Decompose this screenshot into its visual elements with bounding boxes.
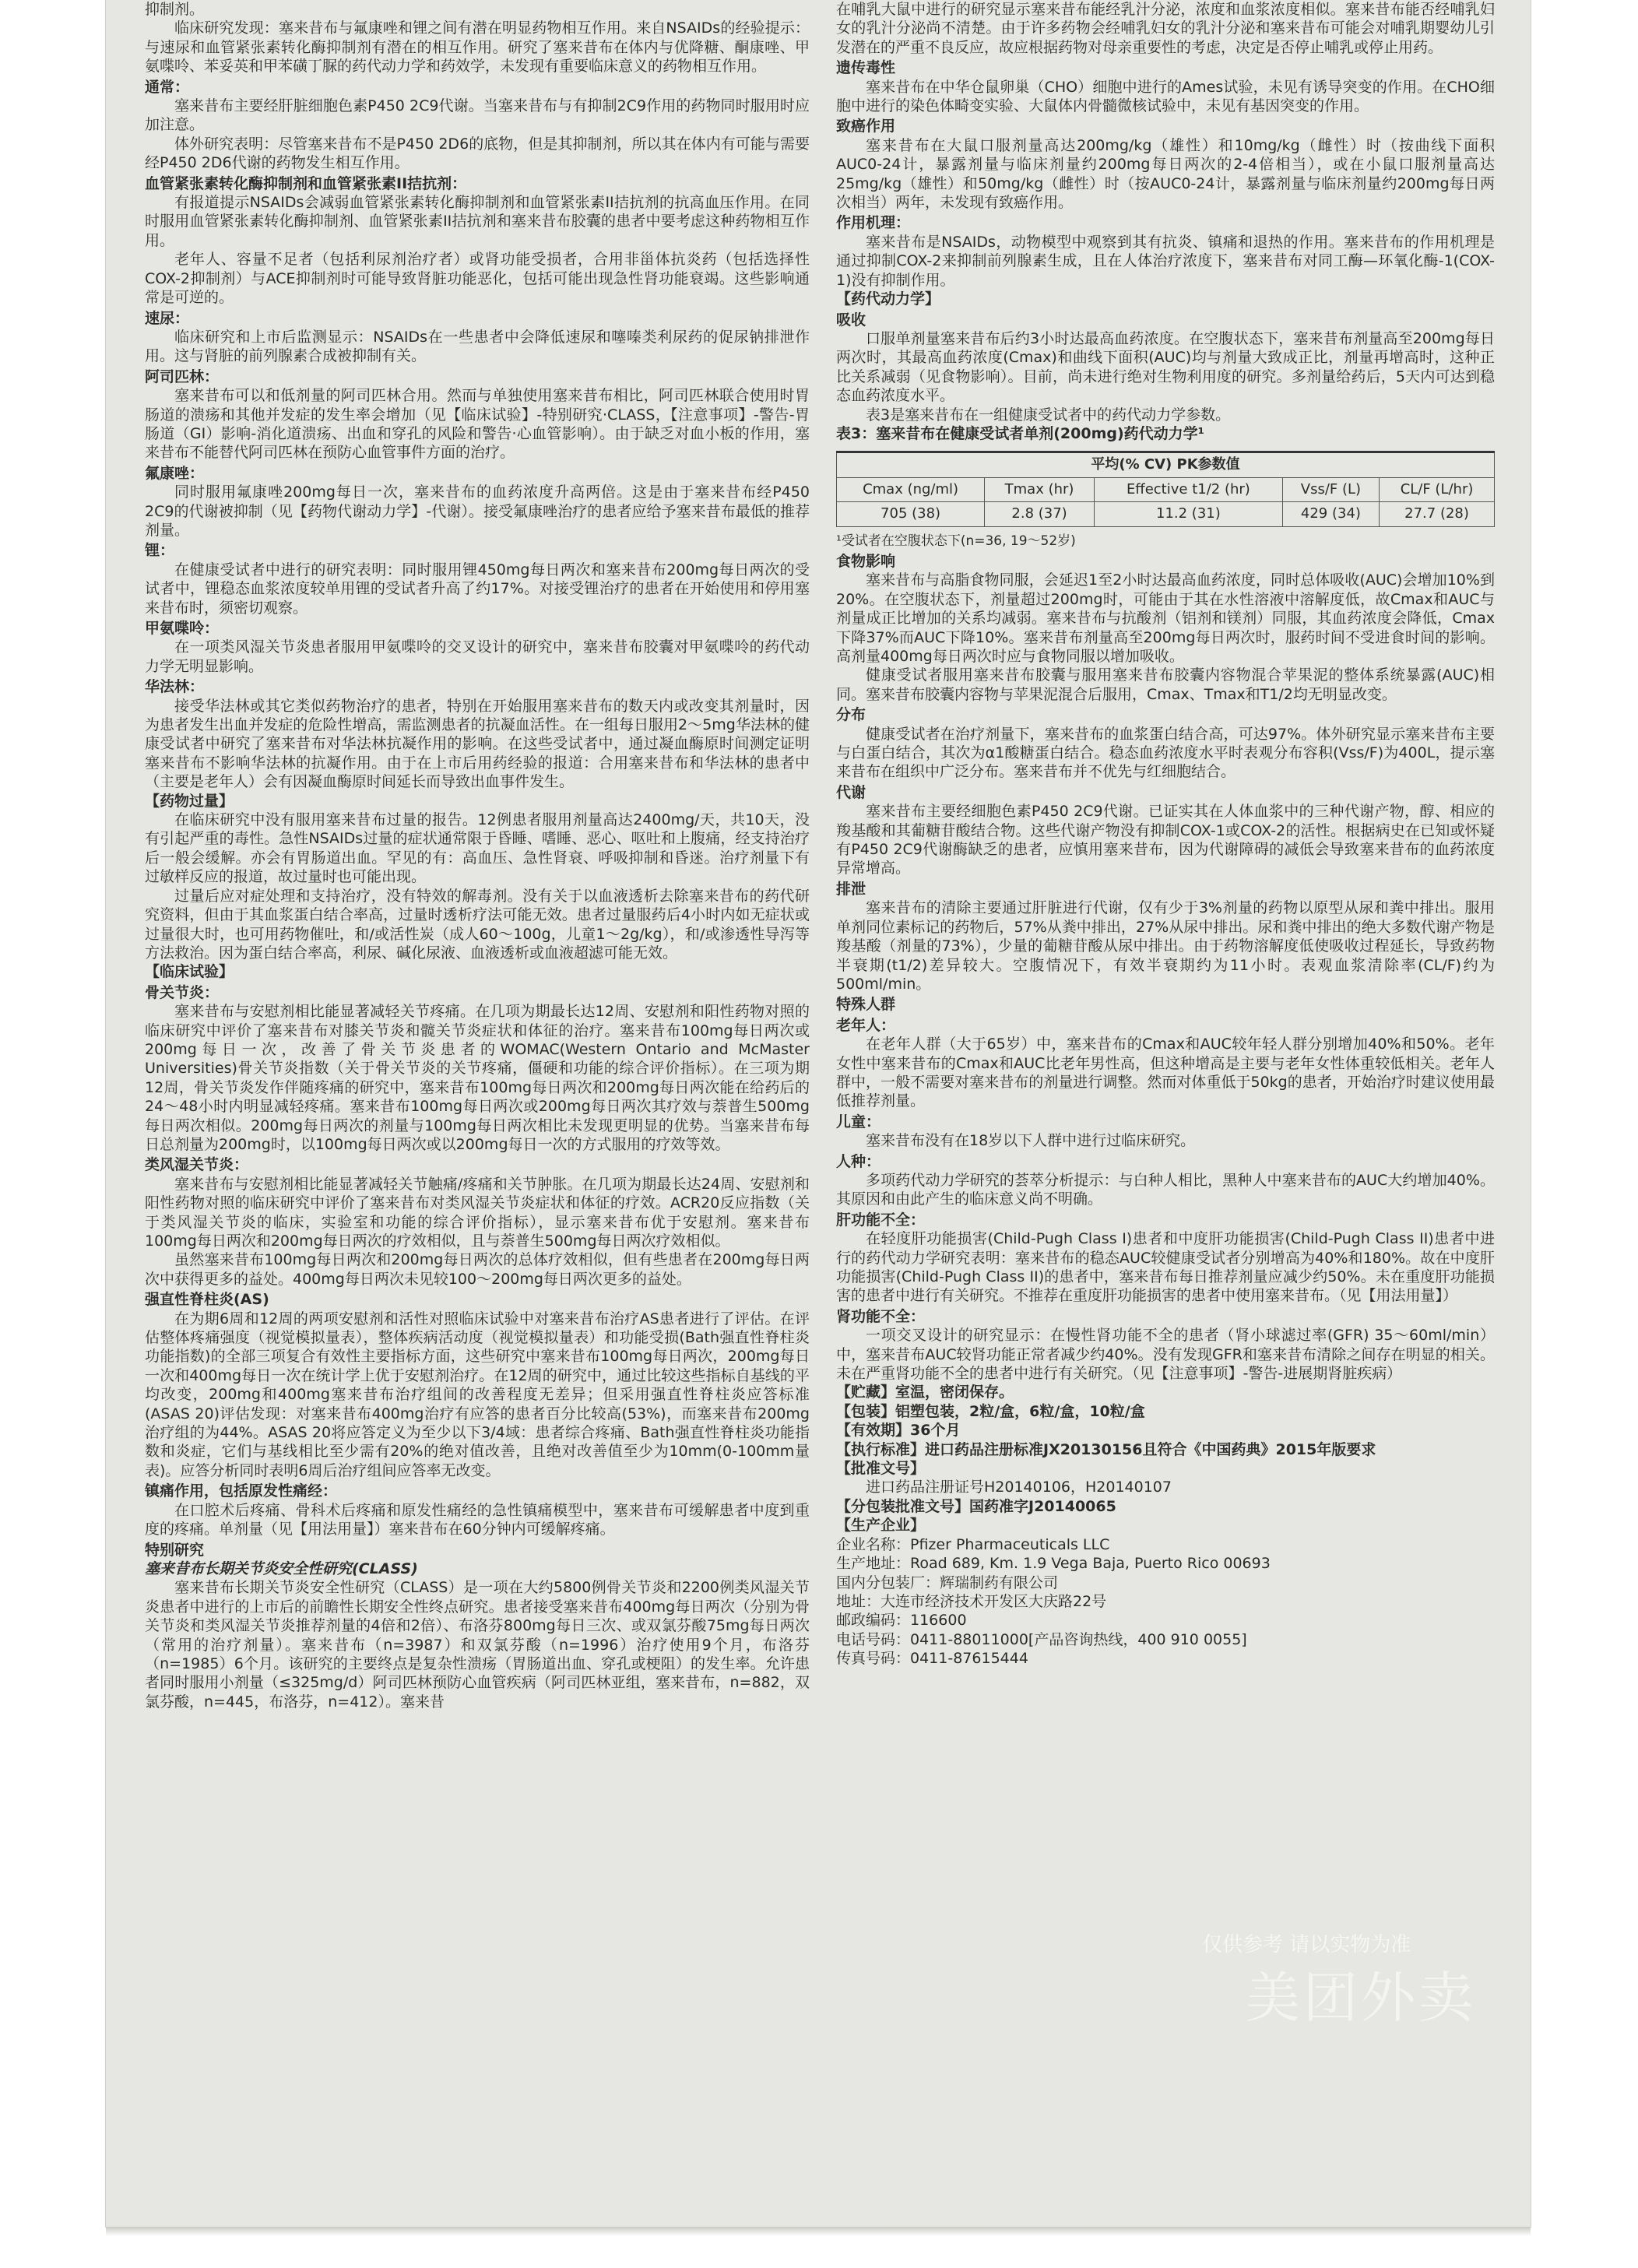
- text-paragraph: 过量后应对症处理和支持治疗，没有特效的解毒剂。没有关于以血液透析去除塞来昔布的药代研究资料，但由于其血浆蛋白结合率高，过量时透析疗法可能无效。患者过量服药后4小时内如无症状或过量很大时，也可用药物催吐，和/或活性炭（成人60～100g，儿童1～2g/kg），和/或渗透性导泻等方法救治。因为蛋白结合率高，利尿、碱化尿液、血液透析或血液超滤可能无效。: [145, 887, 810, 962]
- section-heading: 类风湿关节炎：: [145, 1156, 249, 1174]
- table-cell: 2.8 (37): [985, 502, 1095, 526]
- text-paragraph: 塞来昔布的清除主要通过肝脏进行代谢，仅有少于3%剂量的药物以原型从尿和粪中排出。服用单剂同位素标记的药物后，57%从粪中排出，27%从尿中排出。尿和粪中排出的绝大多数代谢产物是羧基酸（剂量的73%），少量的葡糖苷酸从尿中排出。由于药物溶解度低使吸收过程延长，导致药物半衰期(t1/2)差异较大。空腹情况下，有效半衰期约为11小时。表观血浆清除率(CL/F)约为500ml/min。: [836, 899, 1495, 993]
- section-heading: 速尿：: [145, 309, 190, 327]
- section-heading: 特殊人群: [836, 996, 896, 1014]
- text-paragraph: 塞来昔布在中华仓鼠卵巢（CHO）细胞中进行的Ames试验，未见有诱导突变的作用。在CHO细胞中进行的染色体畸变实验、大鼠体内骨髓微核试验中，未见有基因突变的作用。: [836, 78, 1495, 115]
- right-column-upper-text: [836, 0, 1495, 424]
- text-paragraph: 塞来昔布在大鼠口服剂量高达200mg/kg（雄性）和10mg/kg（雌性）时（按曲线下面积AUC0-24计，暴露剂量与临床剂量约200mg每日两次的2-4倍相当），或在小鼠口服剂量高达25mg/kg（雄性）和50mg/kg（雌性）时（按AUC0-24计，暴露剂量与临床剂量约200mg每日两次相当）两年，未发现有致癌作用。: [836, 136, 1495, 212]
- section-heading: 老年人：: [836, 1016, 896, 1034]
- section-heading: 【有效期】36个月: [836, 1422, 961, 1440]
- section-heading: 甲氨喋呤：: [145, 620, 220, 637]
- section-heading: 【贮藏】室温，密闭保存。: [836, 1384, 1014, 1401]
- text-paragraph: 抑制剂。: [145, 1, 205, 18]
- text-paragraph: 体外研究表明：尽管塞来昔布不是P450 2D6的底物，但是其抑制剂，所以其在体内有可能与需要经P450 2D6代谢的药物发生相互作用。: [145, 135, 810, 172]
- pk-col-tmax: Tmax (hr): [985, 477, 1095, 501]
- text-paragraph: 地址：大连市经济技术开发区大庆路22号: [836, 1592, 1107, 1610]
- section-heading: 【包装】铝塑包装，2粒/盒，6粒/盒，10粒/盒: [836, 1402, 1145, 1420]
- text-paragraph: 邮政编码：116600: [836, 1612, 967, 1630]
- section-heading: 食物影响: [836, 552, 896, 570]
- text-paragraph: 塞来昔布没有在18岁以下人群中进行过临床研究。: [866, 1132, 1196, 1150]
- pk-table-footnote: ¹受试者在空腹状态下(n=36, 19～52岁): [836, 533, 1076, 549]
- text-paragraph: 同时服用氟康唑200mg每日一次，塞来昔布的血药浓度升高两倍。这是由于塞来昔布经P450 2C9的代谢被抑制（见【药物代谢动力学】-代谢）。接受氟康唑治疗的患者应给予塞来昔布最低的推荐剂量。: [145, 483, 810, 539]
- text-paragraph: 塞来昔布主要经细胞色素P450 2C9代谢。已证实其在人体血浆中的三种代谢产物，醇、相应的羧基酸和其葡糖苷酸结合物。这些代谢产物没有抑制COX-1或COX-2的活性。根据病史在已知或怀疑有P450 2C9代谢酶缺乏的患者，应慎用塞来昔布，因为代谢障碍的减低会导致塞来昔布的血药浓度异常增高。: [836, 803, 1495, 877]
- section-heading: 【生产企业】: [836, 1517, 926, 1535]
- text-paragraph: 生产地址：Road 689, Km. 1.9 Vega Baja, Puerto Rico 00693: [836, 1555, 1271, 1573]
- section-heading: 【药代动力学】: [836, 290, 940, 308]
- text-paragraph: 国内分包装厂：辉瑞制药有限公司: [836, 1574, 1059, 1591]
- text-paragraph: 多项药代动力学研究的荟萃分析提示：与白种人相比，黑种人中塞来昔布的AUC大约增加40%。其原因和由此产生的临床意义尚不明确。: [836, 1171, 1495, 1208]
- text-paragraph: 在老年人群（大于65岁）中，塞来昔布的Cmax和AUC较年轻人群分别增加40%和50%。老年女性中塞来昔布的Cmax和AUC比老年男性高，但这种增高是主要与老年女性体重较低相关。老年人群中，一般不需要对塞来昔布的剂量进行调整。然而对体重低于50kg的患者，开始治疗时建议使用最低推荐剂量。: [836, 1036, 1495, 1110]
- text-paragraph: 塞来昔布与安慰剂相比能显著减轻关节疼痛。在几项为期最长达12周、安慰剂和阳性药物对照的临床研究中评价了塞来昔布对膝关节炎和髋关节炎症状和体征的治疗。塞来昔布100mg每日两次或200mg每日一次，改善了骨关节炎患者的WOMAC(Western Ontario and McMaster Universities)骨关节炎指数（关于骨关节炎的关节疼痛，僵硬和功能的综合评价指标）。在三项为期12周，骨关节炎发作伴随疼痛的研究中，塞来昔布100mg每日两次和200mg每日两次能在给药后的24～48小时内明显减轻疼痛。塞来昔布100mg每日两次或200mg每日两次其疗效与萘普生500mg每日两次相似。200mg每日两次的剂量与100mg每日两次相比未发现更明显的优势。当塞来昔布每日总剂量为200mg时，以100mg每日两次或以200mg每日一次的方式服用的疗效等效。: [145, 1003, 810, 1153]
- sheet-shadow: [106, 2227, 1531, 2236]
- section-heading: 锂：: [145, 542, 175, 560]
- watermark-logo: 美团外卖: [1246, 1966, 1476, 2030]
- pk-table-caption: 表3：塞来昔布在健康受试者单剂(200mg)药代动力学¹: [836, 424, 1204, 442]
- section-heading: 氟康唑：: [145, 464, 205, 482]
- text-paragraph: 进口药品注册证号H20140106，H20140107: [866, 1479, 1172, 1496]
- section-heading: 华法林：: [145, 678, 205, 696]
- section-heading: 强直性脊柱炎(AS): [145, 1291, 269, 1309]
- right-column-lower-text: [836, 552, 1495, 1668]
- pk-col-half-life: Effective t1/2 (hr): [1094, 477, 1282, 501]
- text-paragraph: 塞来昔布是NSAIDs，动物模型中观察到其有抗炎、镇痛和退热的作用。塞来昔布的作用机理是通过抑制COX-2来抑制前列腺素生成，且在人体治疗浓度下，塞来昔布对同工酶—环氧化酶-1(COX-1)没有抑制作用。: [836, 233, 1495, 289]
- pk-col-cmax: Cmax (ng/ml): [837, 477, 985, 501]
- text-paragraph: 健康受试者在治疗剂量下，塞来昔布的血浆蛋白结合高，可达97%。体外研究显示塞来昔布主要与白蛋白结合，其次为α1酸糖蛋白结合。稳态血药浓度水平时表观分布容积(Vss/F)为400L，提示塞来昔布在组织中广泛分布。塞来昔布并不优先与红细胞结合。: [836, 725, 1495, 781]
- pk-table-group-header: 平均(% CV) PK参数值: [837, 452, 1495, 477]
- section-heading: 肾功能不全：: [836, 1307, 926, 1325]
- section-heading: 【临床试验】: [145, 963, 234, 981]
- text-paragraph: 虽然塞来昔布100mg每日两次和200mg每日两次的总体疗效相似，但有些患者在200mg每日两次中获得更多的益处。400mg每日两次未见较100～200mg每日两次更多的益处。: [145, 1251, 810, 1288]
- text-paragraph: 在轻度肝功能损害(Child-Pugh Class I)患者和中度肝功能损害(Child-Pugh Class II)患者中进行的药代动力学研究表明：塞来昔布的稳态AUC较健康受试者分别增高为40%和180%。故在中度肝功能损害(Child-Pugh Class II)的患者中，塞来昔布每日推荐剂量应减少约50%。未在重度肝功能损害的患者中进行有关研究。不推荐在重度肝功能损害的患者中使用塞来昔布。（见【用法用量】）: [836, 1230, 1495, 1305]
- text-paragraph: 临床研究发现：塞来昔布与氟康唑和锂之间有潜在明显药物相互作用。来自NSAIDs的经验提示：与速尿和血管紧张素转化酶抑制剂有潜在的相互作用。研究了塞来昔布在体内与优降糖、酮康唑、甲氨喋呤、苯妥英和甲苯磺丁脲的药代动力学和药效学，未发现有重要临床意义的药物相互作用。: [145, 19, 810, 76]
- text-paragraph: 健康受试者服用塞来昔布胶囊与服用塞来昔布胶囊内容物混合苹果泥的整体系统暴露(AUC)相同。塞来昔布胶囊内容物与苹果泥混合后服用，Cmax、Tmax和T1/2均无明显改变。: [836, 666, 1495, 703]
- pk-col-vss: Vss/F (L): [1282, 477, 1379, 501]
- table-cell: 11.2 (31): [1094, 502, 1282, 526]
- section-heading: 排泄: [836, 880, 866, 898]
- text-paragraph: 塞来昔布可以和低剂量的阿司匹林合用。然而与单独使用塞来昔布相比，阿司匹林联合使用时胃肠道的溃疡和其他并发症的发生率会增加（见【临床试验】-特别研究·CLASS，【注意事项】-警告-胃肠道（GI）影响-消化道溃疡、出血和穿孔的风险和警告·心血管影响）。由于缺乏对血小板的作用，塞来昔布不能替代阿司匹林在预防心血管事件方面的治疗。: [145, 387, 810, 462]
- table-cell: 705 (38): [837, 502, 985, 526]
- left-column: [145, 0, 810, 1711]
- section-heading: 遗传毒性: [836, 59, 896, 77]
- section-heading: 儿童：: [836, 1113, 881, 1130]
- text-paragraph: 传真号码：0411-87615444: [836, 1650, 1028, 1668]
- section-heading: 骨关节炎：: [145, 983, 220, 1001]
- section-heading: 作用机理：: [836, 214, 911, 232]
- section-heading: 【药物过量】: [145, 792, 234, 810]
- text-paragraph: 在一项类风湿关节炎患者服用甲氨喋呤的交叉设计的研究中，塞来昔布胶囊对甲氨喋呤的药代动力学无明显影响。: [145, 638, 810, 675]
- text-paragraph: 表3是塞来昔布在一组健康受试者中的药代动力学参数。: [866, 406, 1231, 424]
- text-paragraph: 塞来昔布与安慰剂相比能显著减轻关节触痛/疼痛和关节肿胀。在几项为期最长达24周、安慰剂和阳性药物对照的临床研究中评价了塞来昔布对类风湿关节炎症状和体征的疗效。ACR20反应指数（关于类风湿关节炎的临床，实验室和功能的综合评价指标），显示塞来昔布优于安慰剂。塞来昔布100mg每日两次和200mg每日两次的疗效相似，且与萘普生500mg每日两次疗效相似。: [145, 1175, 810, 1250]
- section-heading: 【执行标准】进口药品注册标准JX20130156且符合《中国药典》2015年版要求: [836, 1440, 1376, 1458]
- text-paragraph: 一项交叉设计的研究显示：在慢性肾功能不全的患者（肾小球滤过率(GFR) 35～60ml/min）中，塞来昔布AUC较肾功能正常者减少约40%。没有发现GFR和塞来昔布清除之间存在明显的相关。未在严重肾功能不全的患者中进行有关研究。（见【注意事项】-警告-进展期肾脏疾病）: [836, 1327, 1495, 1383]
- table-cell: 429 (34): [1282, 502, 1379, 526]
- text-paragraph: 临床研究和上市后监测显示：NSAIDs在一些患者中会降低速尿和噻嗪类利尿药的促尿钠排泄作用。这与肾脏的前列腺素合成被抑制有关。: [145, 328, 810, 365]
- section-heading: 血管紧张素转化酶抑制剂和血管紧张素II拮抗剂：: [145, 174, 467, 192]
- section-heading: 塞来昔布长期关节炎安全性研究(CLASS): [145, 1559, 418, 1577]
- section-heading: 阿司匹林：: [145, 367, 220, 385]
- table-cell: 27.7 (28): [1380, 502, 1495, 526]
- section-heading: 代谢: [836, 783, 866, 801]
- table-row: [837, 502, 1495, 526]
- text-paragraph: 在健康受试者中进行的研究表明：同时服用锂450mg每日两次和塞来昔布200mg每日两次的受试者中，锂稳态血浆浓度较单用锂的受试者升高了约17%。对接受锂治疗的患者在开始使用和停用塞来昔布时，须密切观察。: [145, 561, 810, 617]
- text-paragraph: 在哺乳大鼠中进行的研究显示塞来昔布能经乳汁分泌，浓度和血浆浓度相似。塞来昔布能否经哺乳妇女的乳汁分泌尚不清楚。由于许多药物会经哺乳妇女的乳汁分泌和塞来昔布可能会对哺乳期婴幼儿引发潜在的严重不良反应，故应根据药物对母亲重要性的考虑，决定是否停止哺乳或停止用药。: [836, 1, 1495, 56]
- section-heading: 人种：: [836, 1152, 881, 1170]
- text-paragraph: 在为期6周和12周的两项安慰剂和活性对照临床试验中对塞来昔布治疗AS患者进行了评估。在评估整体疼痛强度（视觉模拟量表），整体疾病活动度（视觉模拟量表）和功能受损(Bath强直性脊柱炎功能指数)的全部三项复合有效性主要指标方面，这些研究中塞来昔布100mg每日两次，200mg每日一次和400mg每日一次在统计学上优于安慰剂治疗。在12周的研究中，通过比较这些指标自基线的平均改变，200mg和400mg塞来昔布治疗组间的改善程度无差异；但采用强直性脊柱炎应答标准(ASAS 20)评估发现：对塞来昔布400mg治疗有应答的患者百分比较高(53%)，而塞来昔布200mg治疗组的为44%。ASAS 20将应答定义为至少以下3/4域：患者综合疼痛、Bath强直性脊柱炎功能指数和炎症，它们与基线相比至少需有20%的绝对值改善，且绝对改善值至少为10mm(0-100mm量表)。应答分析同时表明6周后治疗组间应答率无改变。: [145, 1310, 810, 1479]
- text-paragraph: 有报道提示NSAIDs会减弱血管紧张素转化酶抑制剂和血管紧张素II拮抗剂的抗高血压作用。在同时服用血管紧张素转化酶抑制剂、血管紧张素II拮抗剂和塞来昔布胶囊的患者中要考虑这种药物相互作用。: [145, 194, 810, 249]
- text-paragraph: 电话号码：0411-88011000[产品咨询热线，400 910 0055]: [836, 1630, 1247, 1648]
- section-heading: 致癌作用: [836, 118, 896, 135]
- section-heading: 通常：: [145, 78, 190, 96]
- section-heading: 特别研究: [145, 1541, 205, 1559]
- text-paragraph: 塞来昔布长期关节炎安全性研究（CLASS）是一项在大约5800例骨关节炎和2200例类风湿关节炎患者中进行的上市后的前瞻性长期安全性终点研究。患者接受塞来昔布400mg每日两次（分别为骨关节炎和类风湿关节炎推荐剂量的4倍和2倍）、布洛芬800mg每日三次、或双氯芬酸75mg每日两次（常用的治疗剂量）。塞来昔布（n=3987）和双氯芬酸（n=1996）治疗使用9个月，布洛芬（n=1985）6个月。该研究的主要终点是复杂性溃疡（胃肠道出血、穿孔或梗阻）的发生率。允许患者同时服用小剂量（≤325mg/d）阿司匹林预防心血管疾病（阿司匹林亚组，塞来昔布，n=882，双氯芬酸，n=445，布洛芬，n=412）。塞来昔: [145, 1579, 810, 1711]
- text-paragraph: 在临床研究中没有服用塞来昔布过量的报告。12例患者服用剂量高达2400mg/天，共10天，没有引起严重的毒性。急性NSAIDs过量的症状通常限于昏睡、嗜睡、恶心、呕吐和上腹痛，经支持治疗后一般会缓解。亦会有胃肠道出血。罕见的有：高血压、急性肾衰、呼吸抑制和昏迷。治疗剂量下有过敏样反应的报道，故过量时也可能出现。: [145, 811, 810, 886]
- pk-col-clearance: CL/F (L/hr): [1380, 477, 1495, 501]
- text-paragraph: 老年人、容量不足者（包括利尿剂治疗者）或肾功能受损者，合用非甾体抗炎药（包括选择性COX-2抑制剂）与ACE抑制剂时可能导致肾脏功能恶化，包括可能出现急性肾功能衰竭。这些影响通常是可逆的。: [145, 251, 810, 307]
- text-paragraph: 塞来昔布与高脂食物同服，会延迟1至2小时达最高血药浓度，同时总体吸收(AUC)会增加10%到20%。在空腹状态下，剂量超过200mg时，可能由于其在水性溶液中溶解度低，故Cmax和AUC与剂量成正比增加的关系均减弱。塞来昔布与抗酸剂（铝剂和镁剂）同服，其血药浓度会降低，Cmax下降37%而AUC下降10%。塞来昔布剂量高至200mg每日两次时，服药时间不受进食时间的影响。高剂量400mg每日两次时应与食物同服以增加吸收。: [836, 571, 1495, 665]
- section-heading: 吸收: [836, 311, 866, 329]
- right-column: [836, 0, 1495, 1668]
- section-heading: 【批准文号】: [836, 1460, 926, 1478]
- section-heading: 镇痛作用，包括原发性痛经：: [145, 1482, 338, 1500]
- section-heading: 肝功能不全：: [836, 1211, 926, 1229]
- pk-parameter-table: [836, 451, 1495, 526]
- text-paragraph: 口服单剂量塞来昔布后约3小时达最高血药浓度。在空腹状态下，塞来昔布剂量高至200mg每日两次时，其最高血药浓度(Cmax)和曲线下面积(AUC)均与剂量大致成正比，剂量再增高时，这种正比关系减弱（见食物影响）。目前，尚未进行绝对生物利用度的研究。多剂量给药后，5天内可达到稳态血药浓度水平。: [836, 329, 1495, 405]
- text-paragraph: 塞来昔布主要经肝脏细胞色素P450 2C9代谢。当塞来昔布与有抑制2C9作用的药物同时服用时应加注意。: [145, 97, 810, 134]
- text-paragraph: 接受华法林或其它类似药物治疗的患者，特别在开始服用塞来昔布的数天内或改变其剂量时，因为患者发生出血并发症的危险性增高，需监测患者的抗凝血活性。在一组每日服用2～5mg华法林的健康受试者中研究了塞来昔布对华法林抗凝作用的影响。在这些受试者中，通过凝血酶原时间测定证明塞来昔布不影响华法林的抗凝作用。由于在上市后用药经验的报道：合用塞来昔布和华法林的患者中（主要是老年人）会有因凝血酶原时间延长而导致出血事件发生。: [145, 697, 810, 791]
- watermark-disclaimer: 仅供参考 请以实物为准: [1202, 1933, 1411, 1957]
- text-paragraph: 企业名称：Pfizer Pharmaceuticals LLC: [836, 1535, 1110, 1553]
- text-paragraph: 在口腔术后疼痛、骨科术后疼痛和原发性痛经的急性镇痛模型中，塞来昔布可缓解患者中度到重度的疼痛。单剂量（见【用法用量】）塞来昔布在60分钟内可缓解疼痛。: [145, 1501, 810, 1538]
- section-heading: 分布: [836, 706, 866, 724]
- section-heading: 【分包装批准文号】国药准字J20140065: [836, 1497, 1116, 1515]
